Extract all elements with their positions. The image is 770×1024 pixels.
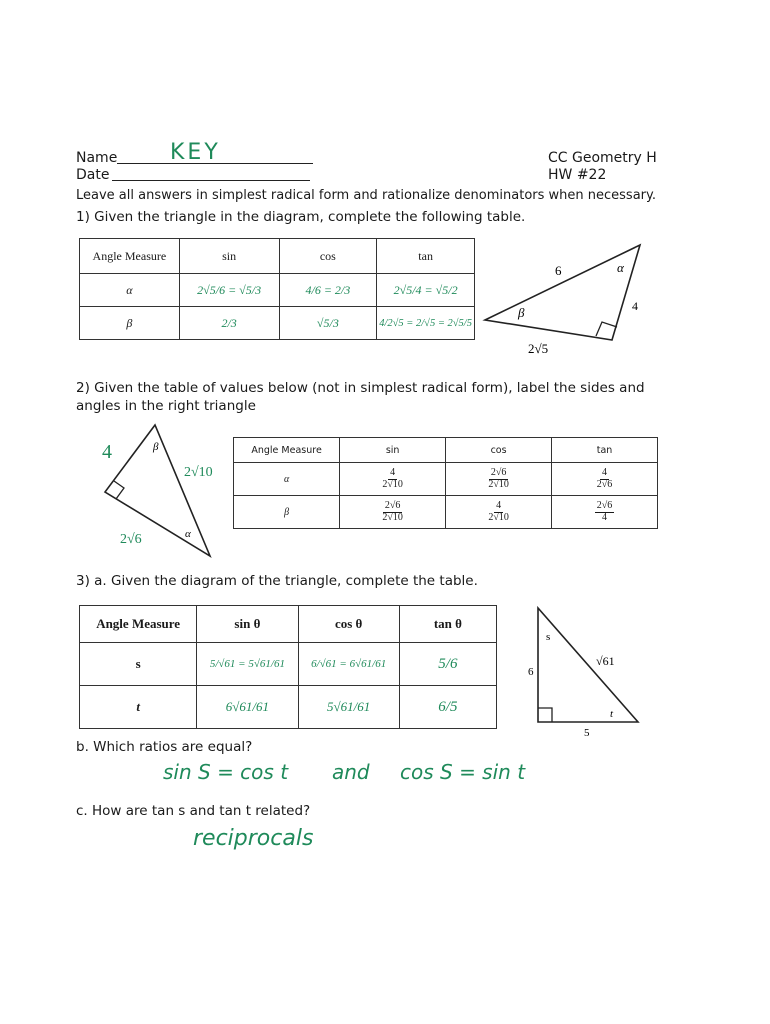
q3-angle-s-label: s bbox=[546, 631, 551, 643]
q3-header-tan: tan θ bbox=[399, 606, 496, 643]
q2-header-sin: sin bbox=[340, 438, 446, 463]
q3-header-cos: cos θ bbox=[298, 606, 399, 643]
q2-angle-alpha-label: α bbox=[185, 528, 191, 540]
q3-triangle-diagram bbox=[520, 600, 660, 745]
name-label: Name bbox=[76, 150, 118, 166]
q1-sin-beta: 2/3 bbox=[179, 307, 279, 340]
q3-side-bottom-label: 5 bbox=[584, 727, 590, 739]
hw-number: HW #22 bbox=[548, 167, 607, 183]
q3-angle-s: s bbox=[80, 643, 197, 686]
q2-side-bottom-answer: 2√6 bbox=[120, 532, 142, 547]
q1-angle-alpha: α bbox=[80, 274, 180, 307]
q1-header-tan: tan bbox=[377, 239, 475, 274]
q2-table bbox=[233, 437, 658, 529]
q2-header-cos: cos bbox=[446, 438, 552, 463]
q3-angle-t-label: t bbox=[610, 708, 614, 720]
q1-header-sin: sin bbox=[179, 239, 279, 274]
q3-sin-t: 6√61/61 bbox=[197, 686, 298, 729]
q3-sin-s: 5/√61 = 5√61/61 bbox=[197, 643, 298, 686]
q1-triangle-diagram bbox=[480, 240, 660, 360]
q1-cos-alpha: 4/6 = 2/3 bbox=[279, 274, 377, 307]
q3c-answer: reciprocals bbox=[193, 826, 314, 851]
q2-tan-alpha: $\frac{4}{2√6}$ bbox=[552, 463, 658, 496]
q2-sin-alpha: $\frac{4}{2√10}$ bbox=[340, 463, 446, 496]
q2-sin-beta: $\frac{2√6}{2√10}$ bbox=[340, 496, 446, 529]
q2-triangle-diagram bbox=[90, 420, 240, 560]
q3c-prompt: c. How are tan s and tan t related? bbox=[76, 803, 311, 819]
q1-angle-beta: β bbox=[80, 307, 180, 340]
q1-table bbox=[79, 238, 475, 340]
q3b-prompt: b. Which ratios are equal? bbox=[76, 739, 253, 755]
q1-long-leg-label: 2√5 bbox=[528, 341, 549, 356]
q3-table bbox=[79, 605, 497, 729]
q2-cos-alpha: $\frac{2√6}{2√10}$ bbox=[446, 463, 552, 496]
q3-angle-t: t bbox=[80, 686, 197, 729]
q1-tan-beta: 4/2√5 = 2/√5 = 2√5/5 bbox=[377, 307, 475, 340]
q2-angle-alpha: α bbox=[234, 463, 340, 496]
q2-side-left-answer: 4 bbox=[102, 441, 112, 463]
q1-cos-beta: √5/3 bbox=[279, 307, 377, 340]
table-row bbox=[80, 686, 497, 729]
q1-angle-alpha-label: α bbox=[617, 260, 624, 275]
table-row bbox=[234, 463, 658, 496]
q3-right-angle-mark bbox=[538, 708, 552, 722]
instructions: Leave all answers in simplest radical form and rationalize denominators when necessary. bbox=[76, 188, 656, 203]
q3-header-angle: Angle Measure bbox=[80, 606, 197, 643]
table-row bbox=[80, 307, 475, 340]
q1-sin-alpha: 2√5/6 = √5/3 bbox=[179, 274, 279, 307]
q3-tan-s: 5/6 bbox=[399, 643, 496, 686]
q1-angle-beta-label: β bbox=[518, 305, 525, 320]
q1-header-angle: Angle Measure bbox=[80, 239, 180, 274]
q3b-answer-1: sin S = cos t bbox=[163, 760, 289, 784]
q1-hyp-label: 6 bbox=[555, 263, 562, 278]
q2-angle-beta: β bbox=[234, 496, 340, 529]
q3-header-sin: sin θ bbox=[197, 606, 298, 643]
q1-tan-alpha: 2√5/4 = √5/2 bbox=[377, 274, 475, 307]
q2-prompt-line2: angles in the right triangle bbox=[76, 398, 256, 414]
q3b-and: and bbox=[332, 760, 370, 784]
q1-prompt: 1) Given the triangle in the diagram, complete the following table. bbox=[76, 209, 526, 225]
q1-header-cos: cos bbox=[279, 239, 377, 274]
q2-tan-beta: $\frac{2√6}{4}$ bbox=[552, 496, 658, 529]
q1-short-leg-label: 4 bbox=[632, 299, 638, 313]
date-label: Date bbox=[76, 167, 110, 183]
table-row bbox=[80, 274, 475, 307]
q2-angle-beta-label: β bbox=[153, 441, 159, 453]
q3-prompt: 3) a. Given the diagram of the triangle, complete the table. bbox=[76, 573, 478, 589]
q2-right-angle-mark bbox=[114, 481, 124, 499]
q3-cos-s: 6/√61 = 6√61/61 bbox=[298, 643, 399, 686]
q3-tan-t: 6/5 bbox=[399, 686, 496, 729]
q2-prompt-line1: 2) Given the table of values below (not in simplest radical form), label the sides and bbox=[76, 380, 645, 396]
q2-side-hyp-answer: 2√10 bbox=[184, 465, 213, 480]
table-row bbox=[80, 643, 497, 686]
name-answer: KEY bbox=[170, 140, 221, 165]
date-underline bbox=[112, 180, 310, 181]
q3-side-hyp-label: √61 bbox=[596, 654, 615, 668]
q2-header-angle: Angle Measure bbox=[234, 438, 340, 463]
q3b-answer-2: cos S = sin t bbox=[400, 760, 526, 784]
q3-triangle bbox=[538, 608, 638, 722]
table-row bbox=[234, 496, 658, 529]
q2-cos-beta: $\frac{4}{2√10}$ bbox=[446, 496, 552, 529]
q3-side-left-label: 6 bbox=[528, 666, 534, 678]
q2-header-tan: tan bbox=[552, 438, 658, 463]
course-title: CC Geometry H bbox=[548, 150, 657, 166]
q3-cos-t: 5√61/61 bbox=[298, 686, 399, 729]
